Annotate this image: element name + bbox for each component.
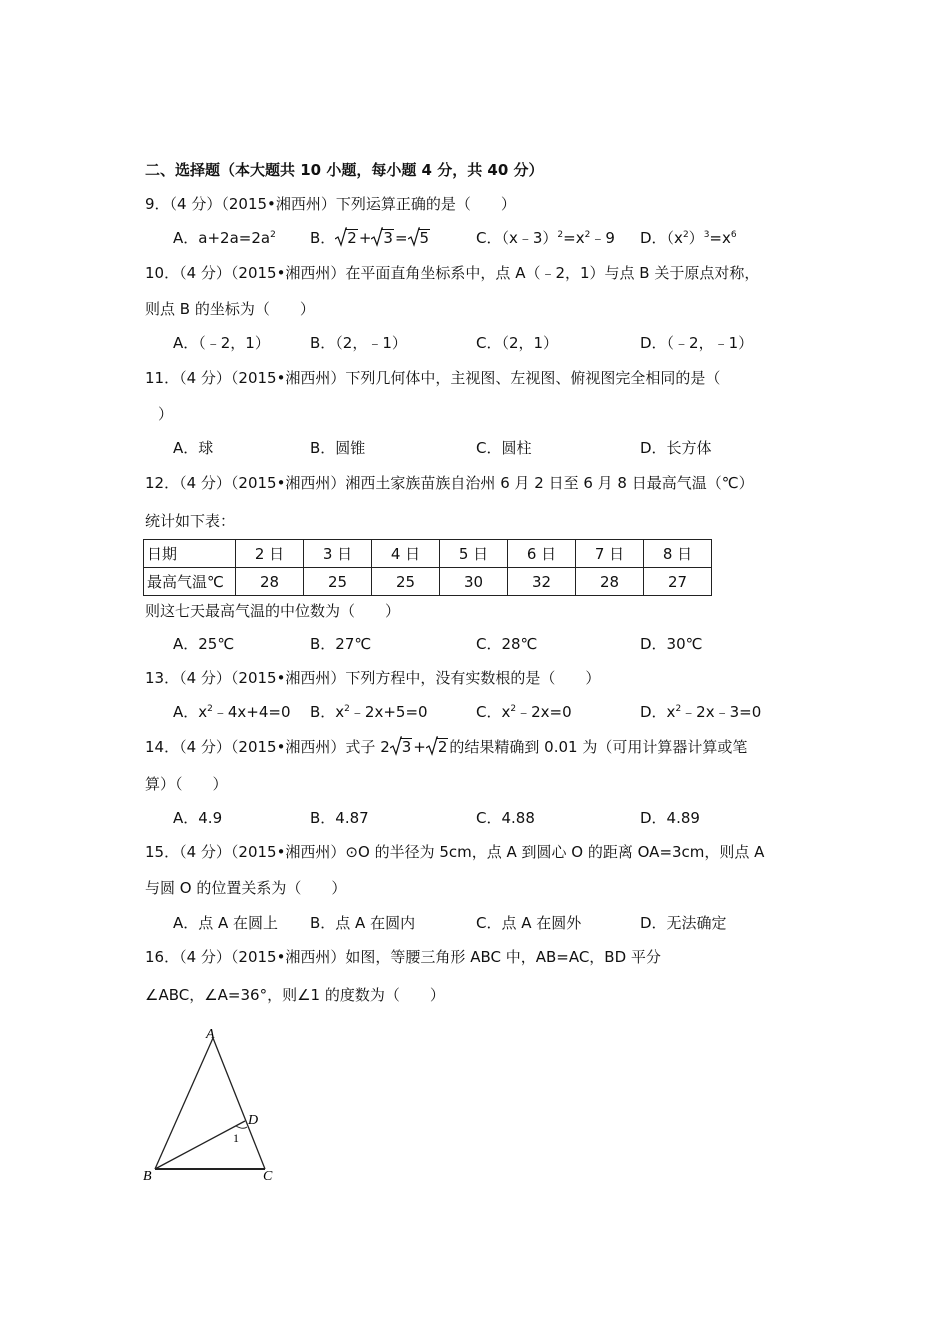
q9-option-d: D．$(x^2)^3=x^6$ [640, 229, 737, 247]
q10-option-a: A．（﹣2，1） [173, 334, 270, 352]
label-d: D [248, 1113, 259, 1128]
q14-option-b: B．4.87 [310, 809, 369, 827]
q9-option-b: B． 2 + 3 = 5 [310, 229, 430, 247]
sqrt-symbol: 2 [335, 228, 358, 248]
table-cell-temp: 30 [440, 568, 508, 596]
table-cell-date: 5 日 [440, 540, 508, 568]
q11-option-c: C．圆柱 [476, 439, 532, 457]
table-row-dates [144, 540, 712, 568]
table-cell-date: 6 日 [508, 540, 576, 568]
bisector-bd [155, 1121, 245, 1169]
angle-1-arc [236, 1126, 247, 1128]
edge-ac [213, 1038, 265, 1169]
q13-option-d: D．$x^2﹣2x﹣3=0$ [640, 703, 762, 721]
table-cell-date: 3 日 [304, 540, 372, 568]
q16-stem-line1: 16．（4 分）（2015•湘西州）如图，等腰三角形 ABC 中，AB=AC，BD 平分 [145, 948, 661, 966]
q14-stem-line1: 14．（4 分）（2015•湘西州）式子 2 3 + 2 的结果精确到 0.01 为（可用计算器计算或笔 [145, 738, 748, 756]
q11-option-b: B．圆锥 [310, 439, 366, 457]
table-cell-temp: 32 [508, 568, 576, 596]
sqrt-symbol: 3 [371, 228, 394, 248]
q10-stem-line1: 10．（4 分）（2015•湘西州）在平面直角坐标系中，点 A（﹣2，1）与点 B 关于原点对称， [145, 264, 760, 282]
q15-stem-line2: 与圆 O 的位置关系为（ ） [145, 879, 347, 897]
q15-stem-line1: 15．（4 分）（2015•湘西州）⊙O 的半径为 5cm，点 A 到圆心 O 的距离 OA=3cm，则点 A [145, 843, 765, 861]
q14-option-a: A．4.9 [173, 809, 223, 827]
table-cell-date: 2 日 [236, 540, 304, 568]
q11-option-d: D．长方体 [640, 439, 712, 457]
q10-stem-line2: 则点 B 的坐标为（ ） [145, 300, 315, 318]
q15-option-a: A．点 A 在圆上 [173, 914, 279, 932]
q9-option-c: C．$(x﹣3)^2=x^2﹣9$ [476, 229, 615, 247]
q14-stem-line2: 算）（ ） [145, 775, 228, 793]
q13-stem: 13．（4 分）（2015•湘西州）下列方程中，没有实数根的是（ ） [145, 669, 601, 687]
table-cell-date: 8 日 [644, 540, 712, 568]
table-cell-date: 7 日 [576, 540, 644, 568]
sqrt-symbol: 5 [408, 228, 431, 248]
q11-stem-line1: 11．（4 分）（2015•湘西州）下列几何体中，主视图、左视图、俯视图完全相同的是（ [145, 369, 721, 387]
q10-option-d: D．（﹣2，﹣1） [640, 334, 754, 352]
q13-option-c: C．$x^2﹣2x=0$ [476, 703, 572, 721]
q9-option-a: A．$a+2a=2a^2$ [173, 229, 276, 247]
q11-option-a: A．球 [173, 439, 214, 457]
q13-option-b: B．$x^2﹣2x+5=0$ [310, 703, 428, 721]
table-row-label: 最高气温℃ [144, 568, 236, 596]
q15-option-d: D．无法确定 [640, 914, 727, 932]
q16-stem-line2: ∠ABC，∠A=36°，则∠1 的度数为（ ） [145, 986, 445, 1004]
q12-stem-line3: 则这七天最高气温的中位数为（ ） [145, 602, 401, 620]
q14-option-c: C．4.88 [476, 809, 535, 827]
label-a: A [206, 1027, 215, 1042]
label-angle-1: 1 [233, 1131, 239, 1145]
sqrt-symbol: 3 [390, 737, 413, 757]
label-b: B [143, 1169, 152, 1184]
table-row-temps [144, 568, 712, 596]
table-cell-temp: 25 [304, 568, 372, 596]
q10-option-c: C．（2，1） [476, 334, 559, 352]
table-cell-date: 4 日 [372, 540, 440, 568]
edge-ab [155, 1038, 213, 1169]
q12-option-d: D．30℃ [640, 635, 703, 653]
table-cell-temp: 28 [576, 568, 644, 596]
table-header-label: 日期 [144, 540, 236, 568]
label-c: C [263, 1169, 273, 1184]
q15-option-b: B．点 A 在圆内 [310, 914, 416, 932]
q13-option-a: A．$x^2﹣4x+4=0$ [173, 703, 291, 721]
table-cell-temp: 27 [644, 568, 712, 596]
sqrt-symbol: 2 [426, 737, 449, 757]
triangle-figure [135, 1020, 295, 1190]
q12-option-a: A．25℃ [173, 635, 235, 653]
q12-stem-line1: 12．（4 分）（2015•湘西州）湘西土家族苗族自治州 6 月 2 日至 6 月 8 日最高气温（℃） [145, 474, 754, 492]
q12-option-c: C．28℃ [476, 635, 538, 653]
q12-stem-line2: 统计如下表： [145, 512, 236, 530]
q10-option-b: B．（2，﹣1） [310, 334, 407, 352]
section-title: 二、选择题（本大题共 10 小题，每小题 4 分，共 40 分） [145, 161, 544, 179]
q11-stem-line2: ） [158, 405, 174, 423]
table-cell-temp: 28 [236, 568, 304, 596]
q12-option-b: B．27℃ [310, 635, 372, 653]
q15-option-c: C．点 A 在圆外 [476, 914, 582, 932]
q9-stem: 9．（4 分）（2015•湘西州）下列运算正确的是（ ） [145, 195, 516, 213]
table-cell-temp: 25 [372, 568, 440, 596]
q14-option-d: D．4.89 [640, 809, 700, 827]
temperature-table [143, 539, 712, 596]
